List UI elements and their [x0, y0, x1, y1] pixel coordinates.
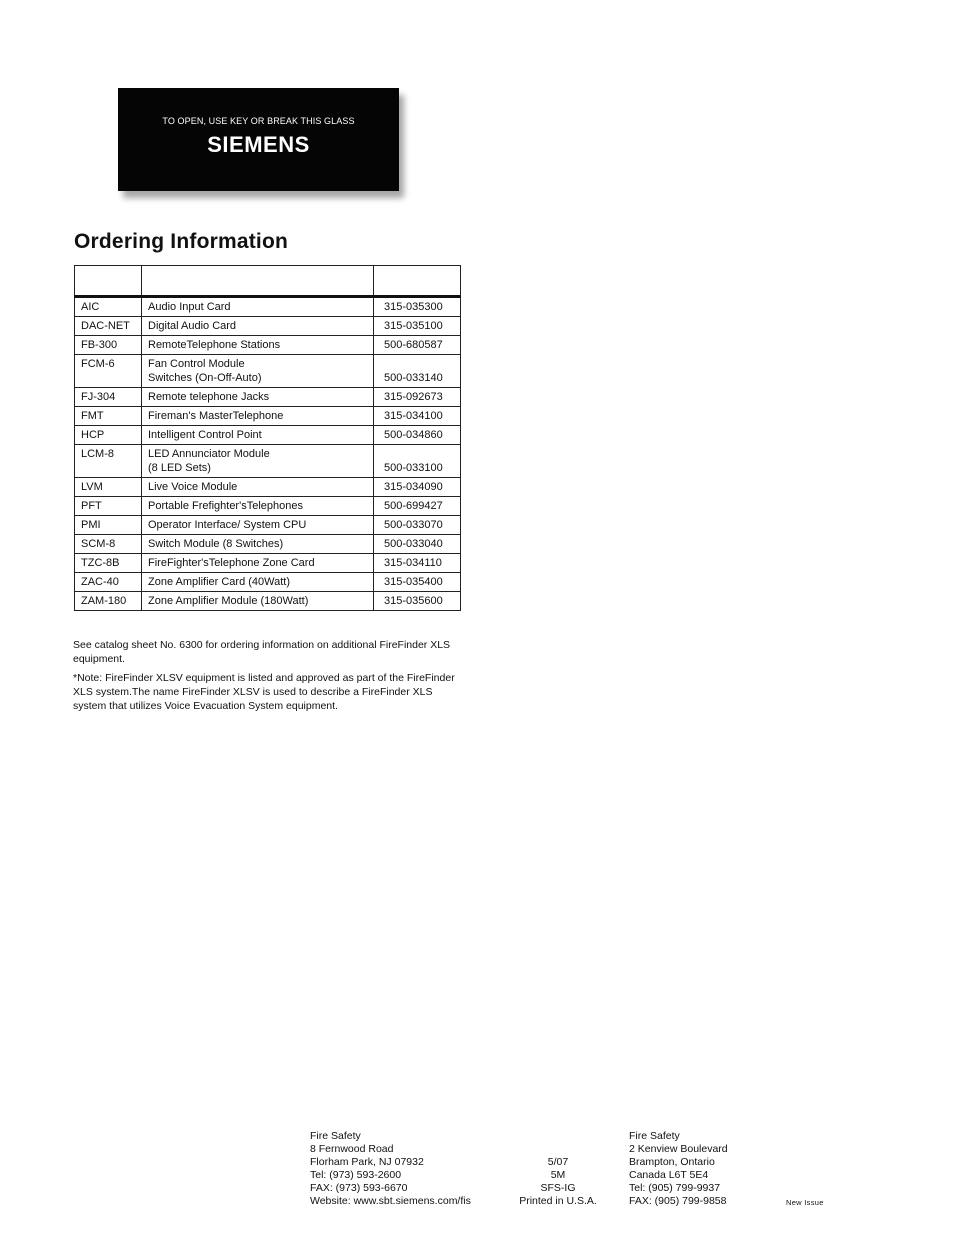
description-line: Portable Frefighter'sTelephones — [148, 500, 303, 512]
description-line: FireFighter'sTelephone Zone Card — [148, 557, 315, 569]
description-line: Intelligent Control Point — [148, 429, 262, 441]
description-line: Switches (On-Off-Auto) — [148, 372, 262, 384]
description-line: Digital Audio Card — [148, 320, 237, 332]
table-row — [75, 535, 461, 554]
description-line: Fireman's MasterTelephone — [148, 410, 284, 422]
description-line: Remote telephone Jacks — [148, 391, 270, 403]
page-title: Ordering Information — [74, 230, 288, 253]
description-line: Zone Amplifier Card (40Watt) — [148, 576, 291, 588]
table-header-row — [75, 266, 461, 297]
description-cell — [142, 336, 374, 355]
header-description — [142, 266, 374, 297]
model-cell: LVM — [75, 478, 142, 497]
table-row — [75, 297, 461, 317]
footer-us-address — [310, 1130, 471, 1208]
description-line: RemoteTelephone Stations — [148, 339, 281, 351]
catalog-note: See catalog sheet No. 6300 for ordering information on additional FireFinder XLS equipment. — [73, 639, 451, 665]
part-number-cell: 315-035400 — [374, 573, 461, 592]
description-cell — [142, 317, 374, 336]
ordering-table — [74, 265, 461, 611]
table-row — [75, 336, 461, 355]
description-cell — [142, 478, 374, 497]
footer-printed: Printed in U.S.A. — [519, 1195, 597, 1207]
part-number-cell: 315-035300 — [374, 297, 461, 317]
table-row — [75, 478, 461, 497]
description-cell — [142, 297, 374, 317]
table-row — [75, 554, 461, 573]
part-number-cell: 500-033100 — [374, 445, 461, 478]
table-row — [75, 573, 461, 592]
footer-us-line: Fire Safety — [310, 1130, 361, 1142]
footer-ca-line: Tel: (905) 799-9937 — [629, 1182, 721, 1194]
description-cell — [142, 573, 374, 592]
part-number-cell: 315-034110 — [374, 554, 461, 573]
model-cell: FJ-304 — [75, 388, 142, 407]
table-row — [75, 355, 461, 388]
model-cell: ZAM-180 — [75, 592, 142, 611]
model-cell: HCP — [75, 426, 142, 445]
footer-ca-line: Fire Safety — [629, 1130, 680, 1142]
footer-us-line: Tel: (973) 593-2600 — [310, 1169, 402, 1181]
description-line: Audio Input Card — [148, 301, 231, 313]
break-glass-sign — [118, 88, 399, 191]
footer-us-line: 8 Fernwood Road — [310, 1143, 394, 1155]
description-cell — [142, 407, 374, 426]
description-line: LED Annunciator Module — [148, 448, 270, 460]
model-cell: ZAC-40 — [75, 573, 142, 592]
part-number-cell: 500-033140 — [374, 355, 461, 388]
footer-us-line: Florham Park, NJ 07932 — [310, 1156, 424, 1168]
model-cell: PFT — [75, 497, 142, 516]
table-row — [75, 407, 461, 426]
part-number-cell: 500-033040 — [374, 535, 461, 554]
description-line: Switch Module (8 Switches) — [148, 538, 284, 550]
description-cell — [142, 554, 374, 573]
siemens-logo: SIEMENS — [207, 132, 310, 157]
table-row — [75, 388, 461, 407]
table-row — [75, 445, 461, 478]
footer-ca-line: Brampton, Ontario — [629, 1156, 715, 1168]
footer-us-line: FAX: (973) 593-6670 — [310, 1182, 408, 1194]
model-cell: FMT — [75, 407, 142, 426]
table-row — [75, 592, 461, 611]
model-cell: DAC-NET — [75, 317, 142, 336]
xlsv-note: *Note: FireFinder XLSV equipment is listed and approved as part of the FireFinder XLS system.The name FireFinder XLSV is used to describe a FireFinder XLS system that utilizes Voice Evacuation System equipment. — [73, 672, 455, 712]
part-number-cell: 500-699427 — [374, 497, 461, 516]
description-cell — [142, 426, 374, 445]
part-number-cell: 500-680587 — [374, 336, 461, 355]
model-cell: FCM-6 — [75, 355, 142, 388]
model-cell: FB-300 — [75, 336, 142, 355]
notes — [73, 638, 463, 718]
description-line: (8 LED Sets) — [148, 462, 211, 474]
description-cell — [142, 535, 374, 554]
part-number-cell: 500-034860 — [374, 426, 461, 445]
model-cell: TZC-8B — [75, 554, 142, 573]
model-cell: AIC — [75, 297, 142, 317]
footer-quantity: 5M — [550, 1169, 566, 1181]
footer-ca-line: Canada L6T 5E4 — [629, 1169, 709, 1181]
footer-date: 5/07 — [547, 1156, 569, 1168]
footer-mid-line — [512, 1130, 604, 1143]
part-number-cell: 315-034100 — [374, 407, 461, 426]
description-cell — [142, 355, 374, 388]
model-cell: SCM-8 — [75, 535, 142, 554]
sign-instruction: TO OPEN, USE KEY OR BREAK THIS GLASS — [162, 116, 355, 126]
table-row — [75, 516, 461, 535]
description-line: Zone Amplifier Module (180Watt) — [148, 595, 309, 607]
footer-print-info — [512, 1130, 604, 1208]
table-row — [75, 317, 461, 336]
description-cell — [142, 497, 374, 516]
footer-ca-line: 2 Kenview Boulevard — [629, 1143, 728, 1155]
model-cell: LCM-8 — [75, 445, 142, 478]
part-number-cell: 500-033070 — [374, 516, 461, 535]
footer-canada-address — [629, 1130, 728, 1208]
part-number-cell: 315-035100 — [374, 317, 461, 336]
description-cell — [142, 445, 374, 478]
description-line: Live Voice Module — [148, 481, 238, 493]
table-row — [75, 426, 461, 445]
description-cell — [142, 516, 374, 535]
description-line: Fan Control Module — [148, 358, 245, 370]
part-number-cell: 315-034090 — [374, 478, 461, 497]
issue-label: New Issue — [786, 1198, 824, 1207]
footer-website: Website: www.sbt.siemens.com/fis — [310, 1195, 471, 1207]
footer-mid-line — [512, 1143, 604, 1156]
footer-ca-line: FAX: (905) 799-9858 — [629, 1195, 727, 1207]
header-part-number — [374, 266, 461, 297]
description-cell — [142, 592, 374, 611]
part-number-cell: 315-035600 — [374, 592, 461, 611]
description-line: Operator Interface/ System CPU — [148, 519, 307, 531]
header-model — [75, 266, 142, 297]
table-row — [75, 497, 461, 516]
description-cell — [142, 388, 374, 407]
model-cell: PMI — [75, 516, 142, 535]
part-number-cell: 315-092673 — [374, 388, 461, 407]
footer-code: SFS-IG — [540, 1182, 576, 1194]
